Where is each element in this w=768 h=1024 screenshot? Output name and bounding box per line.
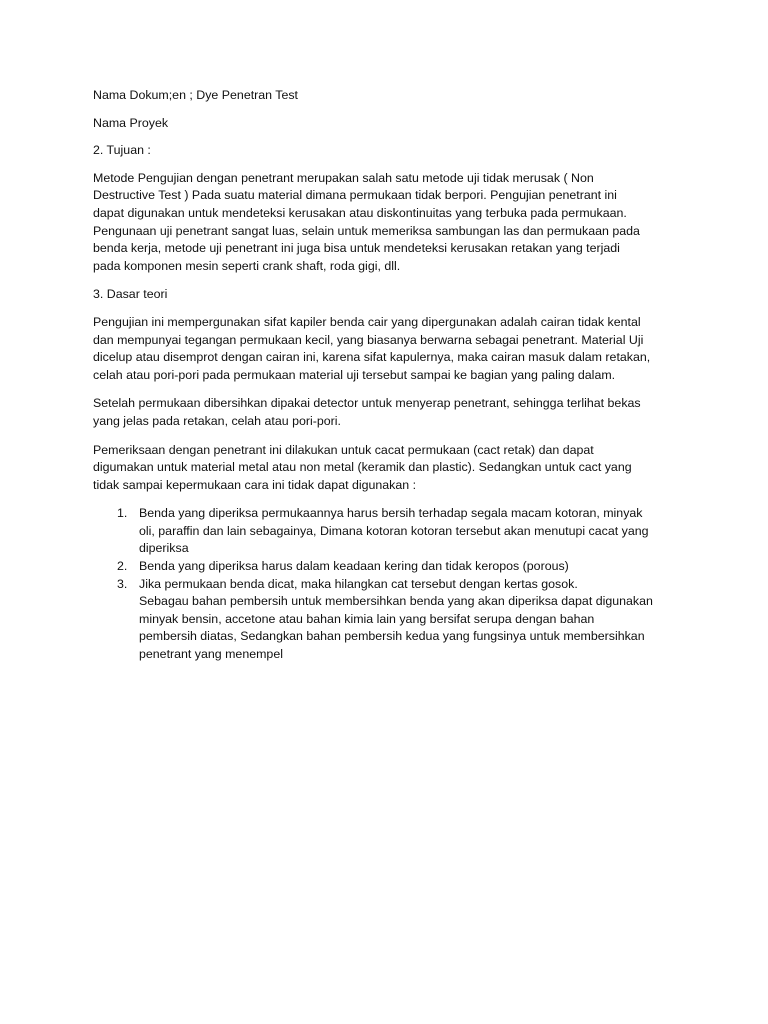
list-item-line: Jika permukaan benda dicat, maka hilangkan cat tersebut dengan kertas gosok. [139,576,578,591]
paragraph-line: dapat digunakan untuk mendeteksi kerusakan atau diskontinuitas yang terbuka pada permukaan. [93,205,627,220]
list-item-number: 3. [117,576,128,591]
section-2-paragraph [93,170,675,276]
requirements-list [93,505,675,663]
document-name-line: Nama Dokum;en ; Dye Penetran Test [93,88,299,102]
document-page [93,87,675,664]
paragraph-line: dan mempunyai tegangan permukaan kecil, yang biasanya berwarna sebagai penetrant. Material Uji [93,332,644,347]
paragraph-line: pada komponen mesin seperti crank shaft, roda gigi, dll. [93,258,401,273]
list-item-line: Benda yang diperiksa harus dalam keadaan kering dan tidak keropos (porous) [139,559,569,574]
list-item-line: oli, paraffin dan lain sebagainya, Dimana kotoran kotoran tersebut akan menutupi cacat yang [139,523,649,538]
paragraph-line: digumakan untuk material metal atau non metal (keramik dan plastic). Sedangkan untuk cact yang [93,460,632,475]
list-item-line: pembersih diatas, Sedangkan bahan pembersih kedua yang fungsinya untuk membersihkan [139,629,645,644]
paragraph-line: benda kerja, metode uji penetrant ini juga bisa untuk mendeteksi kerusakan retakan yang terjadi [93,241,620,256]
list-item [93,558,675,576]
project-name-line: Nama Proyek [93,115,169,130]
list-item-line: diperiksa [139,541,189,556]
paragraph-line: Destructive Test ) Pada suatu material dimana permukaan tidak berpori. Pengujian penetrant ini [93,188,617,203]
section-3-paragraph-2 [93,395,675,430]
list-item-line: Benda yang diperiksa permukaannya harus bersih terhadap segala macam kotoran, minyak [139,506,643,521]
paragraph-line: celah atau pori-pori pada permukaan material uji tersebut sampai ke bagian yang paling dalam. [93,367,616,382]
list-item-line: penetrant yang menempel [139,647,283,662]
paragraph-line: Pemeriksaan dengan penetrant ini dilakukan untuk cacat permukaan (cact retak) dan dapat [93,442,594,457]
section-3-heading: 3. Dasar teori [93,287,168,302]
paragraph-line: tidak sampai kepermukaan cara ini tidak dapat digunakan : [93,477,417,492]
list-item-line: Sebagau bahan pembersih untuk membersihkan benda yang akan diperiksa dapat digunakan [139,594,653,609]
section-2-heading: 2. Tujuan : [93,143,151,158]
list-item [93,576,675,664]
paragraph-line: Metode Pengujian dengan penetrant merupakan salah satu metode uji tidak merusak ( Non [93,170,594,185]
paragraph-line: dicelup atau disemprot dengan cairan ini, karena sifat kapulernya, maka cairan masuk dalam retakan, [93,350,651,365]
list-item-number: 2. [117,559,128,574]
section-3-paragraph-1 [93,314,675,384]
paragraph-line: Setelah permukaan dibersihkan dipakai detector untuk menyerap penetrant, sehingga terlihat bekas [93,396,641,411]
paragraph-line: Pengujian ini mempergunakan sifat kapiler benda cair yang dipergunakan adalah cairan tidak kental [93,314,641,329]
list-item [93,505,675,558]
paragraph-line: yang jelas pada retakan, celah atau pori-pori. [93,413,341,428]
section-3-paragraph-3 [93,442,675,495]
list-item-line: minyak bensin, accetone atau bahan kimia lain yang bersifat serupa dengan bahan [139,611,595,626]
paragraph-line: Pengunaan uji penetrant sangat luas, selain untuk memeriksa sambungan las dan permukaan pada [93,223,640,238]
list-item-number: 1. [117,506,128,521]
